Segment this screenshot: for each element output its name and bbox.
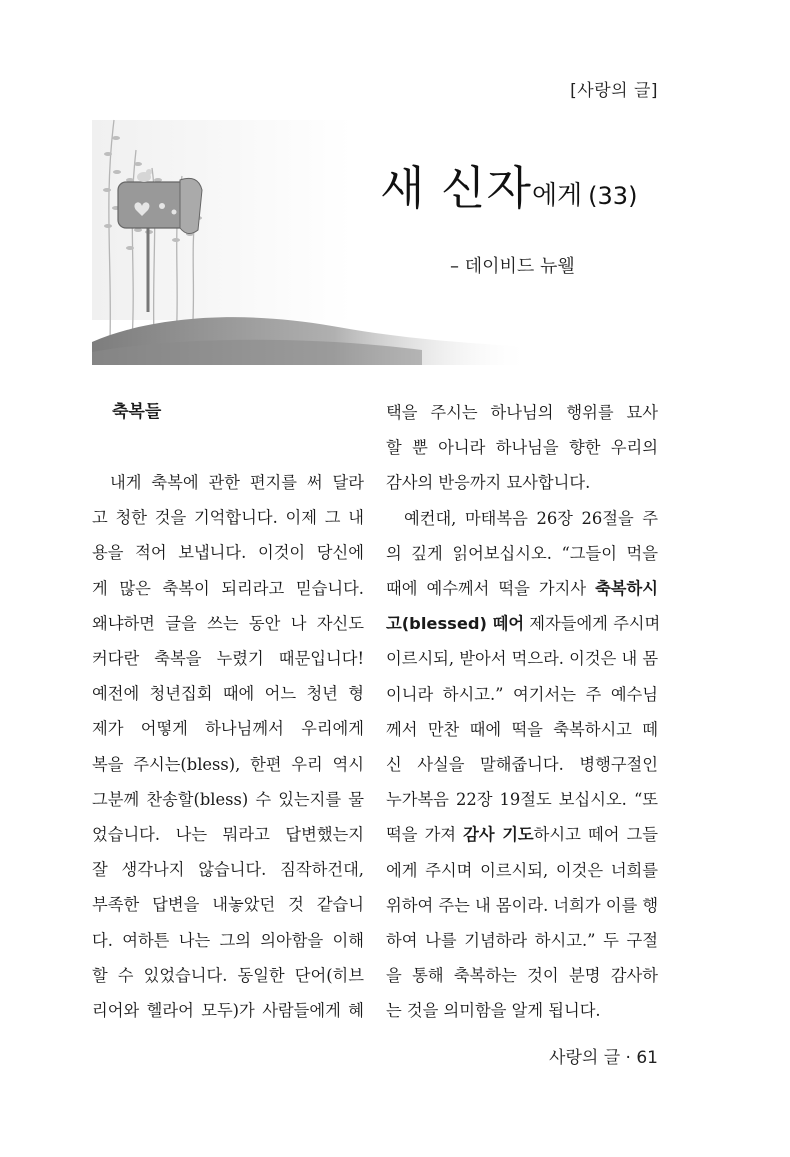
text-line: 복을 주시는(bless), 한편 우리 역시 (92, 754, 364, 774)
text-line: 예전에 청년집회 때에 어느 청년 형 (92, 684, 364, 704)
text-line: 하여 나를 기념하라 하시고.” 두 구절 (386, 931, 658, 951)
text-line: 고 청한 것을 기억합니다. 이제 그 내 (92, 508, 364, 528)
text-line: 잘 생각나지 않습니다. 짐작하건대, (92, 860, 364, 880)
text-line: 에게 주시며 이르시되, 이것은 너희를 (386, 860, 658, 880)
text-run: 떡을 가져 (386, 825, 464, 845)
body-column-right (386, 395, 661, 1029)
text-line: 께서 만찬 때에 떡을 축복하시고 떼 (386, 719, 658, 739)
text-line-mixed (386, 571, 658, 606)
section-heading: 축복들 (112, 402, 162, 422)
text-line: 다. 여하튼 나는 그의 의아함을 이해 (92, 930, 364, 950)
text-line: 왜냐하면 글을 쓰는 동안 나 자신도 (92, 613, 364, 633)
text-line: 위하여 주는 내 몸이라. 너희가 이를 행 (386, 895, 659, 915)
text-line: 리어와 헬라어 모두)가 사람들에게 혜 (92, 1001, 364, 1021)
text-line: 이르시되, 받아서 먹으라. 이것은 내 몸 (386, 649, 659, 669)
text-run: 때에 예수께서 떡을 가지사 (386, 579, 596, 599)
text-line-mixed (386, 606, 661, 641)
running-title: 사랑의 글 (549, 1048, 621, 1068)
page-footer (549, 1043, 658, 1068)
text-line: 할 뿐 아니라 하나님을 향한 우리의 (386, 438, 658, 458)
text-line: 택을 주시는 하나님의 행위를 묘사 (386, 403, 658, 422)
text-line: 게 많은 축복이 되리라고 믿습니다. (92, 578, 364, 598)
author-byline: – 데이비드 뉴웰 (450, 256, 575, 277)
text-line: 을 통해 축복하는 것이 분명 감사하 (386, 966, 658, 986)
text-line: 그분께 찬송할(bless) 수 있는지를 물 (92, 789, 364, 809)
emphasis-run: 축복하시 (595, 579, 658, 599)
emphasis-run: 감사 기도 (463, 825, 534, 845)
article-title (380, 152, 637, 218)
footer-separator: · (625, 1048, 631, 1068)
text-line: 이니라 하시고.” 여기서는 주 예수님 (386, 684, 658, 704)
title-main: 새 신자 (380, 161, 532, 215)
text-run: 하시고 떼어 그들 (533, 825, 658, 845)
text-line-mixed (386, 817, 658, 852)
text-line: 제가 어떻게 하나님께서 우리에게 (92, 719, 364, 739)
text-line: 신 사실을 말해줍니다. 병행구절인 (386, 755, 658, 775)
text-line: 누가복음 22장 19절도 보십시오. “또 (386, 790, 658, 810)
text-line: 내게 축복에 관한 편지를 써 달라 (110, 473, 364, 492)
page-number: 61 (636, 1048, 658, 1068)
mailbox-illustration (92, 80, 532, 365)
text-run: 제자들에게 주시며 (524, 614, 661, 634)
title-suffix: 에게 (531, 181, 583, 211)
text-line: 커다란 축복을 누렸기 때문입니다! (92, 649, 364, 669)
text-line: 었습니다. 나는 뭐라고 답변했는지 (92, 825, 364, 845)
title-number: (33) (588, 182, 638, 210)
text-line: 의 깊게 읽어보십시오. “그들이 먹을 (386, 543, 658, 563)
body-column-left (92, 395, 364, 1028)
text-line: 용을 적어 보냅니다. 이것이 당신에 (92, 543, 364, 563)
text-line: 감사의 반응까지 묘사합니다. (386, 473, 591, 493)
emphasis-run: 고(blessed) 떼어 (386, 614, 525, 634)
section-tag: [사랑의 글] (570, 81, 658, 101)
text-line: 는 것을 의미함을 알게 됩니다. (386, 1001, 601, 1021)
text-line: 예컨대, 마태복음 26장 26절을 주 (404, 508, 658, 528)
text-line: 부족한 답변을 내놓았던 것 같습니 (92, 895, 364, 915)
text-line: 할 수 있었습니다. 동일한 단어(히브 (92, 965, 364, 985)
